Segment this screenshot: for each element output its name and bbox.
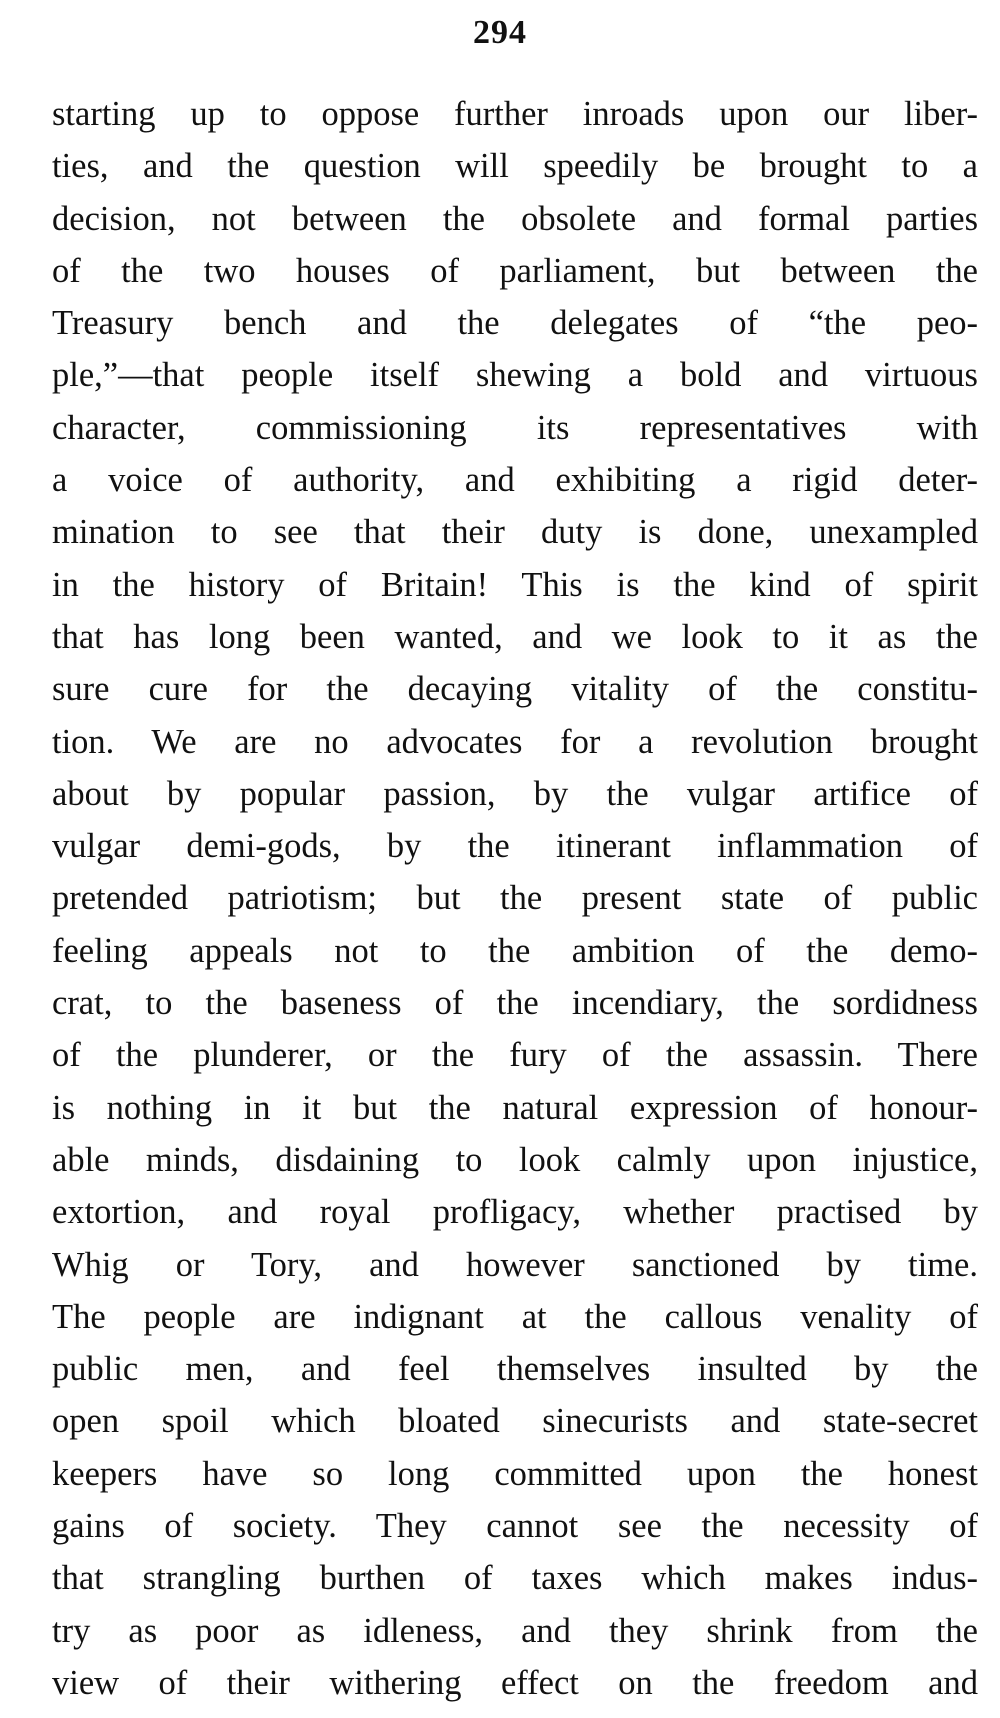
text-line: vulgar demi-gods, by the itinerant inflammation of <box>52 827 978 866</box>
text-line: extortion, and royal profligacy, whether practised by <box>52 1193 978 1232</box>
text-line: character, commissioning its representatives with <box>52 408 978 447</box>
text-line: pretended patriotism; but the present state of public <box>52 879 978 918</box>
text-line: that has long been wanted, and we look to it as the <box>52 617 978 656</box>
text-line: Treasury bench and the delegates of “the peo- <box>52 304 978 343</box>
text-line: starting up to oppose further inroads upon our liber- <box>52 95 978 133</box>
text-line: sure cure for the decaying vitality of the constitu- <box>52 670 978 709</box>
body-text <box>52 88 978 1709</box>
text-line: of the two houses of parliament, but between the <box>52 251 978 290</box>
text-line: view of their withering effect on the freedom and <box>52 1663 978 1702</box>
text-line: Whig or Tory, and however sanctioned by time. <box>52 1245 978 1284</box>
page-number: 294 <box>473 14 527 51</box>
text-line: try as poor as idleness, and they shrink from the <box>52 1611 978 1650</box>
text-line: of the plunderer, or the fury of the assassin. There <box>52 1036 978 1075</box>
text-line: ties, and the question will speedily be brought to a <box>52 147 978 186</box>
text-line: a voice of authority, and exhibiting a rigid deter- <box>52 461 978 500</box>
text-line: that strangling burthen of taxes which makes indus- <box>52 1559 978 1598</box>
text-line: tion. We are no advocates for a revolution brought <box>52 722 978 761</box>
text-line: ple,”—that people itself shewing a bold and virtuous <box>52 356 978 395</box>
text-line: decision, not between the obsolete and formal parties <box>52 199 978 238</box>
text-line: about by popular passion, by the vulgar artifice of <box>52 774 978 813</box>
text-line: public men, and feel themselves insulted by the <box>52 1350 978 1389</box>
text-line: in the history of Britain! This is the kind of spirit <box>52 565 978 604</box>
text-line: crat, to the baseness of the incendiary, the sordidness <box>52 984 978 1023</box>
text-line: is nothing in it but the natural expression of honour- <box>52 1088 978 1127</box>
text-line: feeling appeals not to the ambition of the demo- <box>52 931 978 970</box>
text-line: mination to see that their duty is done, unexampled <box>52 513 978 552</box>
text-line: keepers have so long committed upon the honest <box>52 1454 978 1493</box>
text-line: able minds, disdaining to look calmly upon injustice, <box>52 1140 978 1179</box>
text-line: open spoil which bloated sinecurists and state-secret <box>52 1402 978 1441</box>
text-line: gains of society. They cannot see the necessity of <box>52 1507 978 1546</box>
text-line: The people are indignant at the callous venality of <box>52 1297 978 1336</box>
